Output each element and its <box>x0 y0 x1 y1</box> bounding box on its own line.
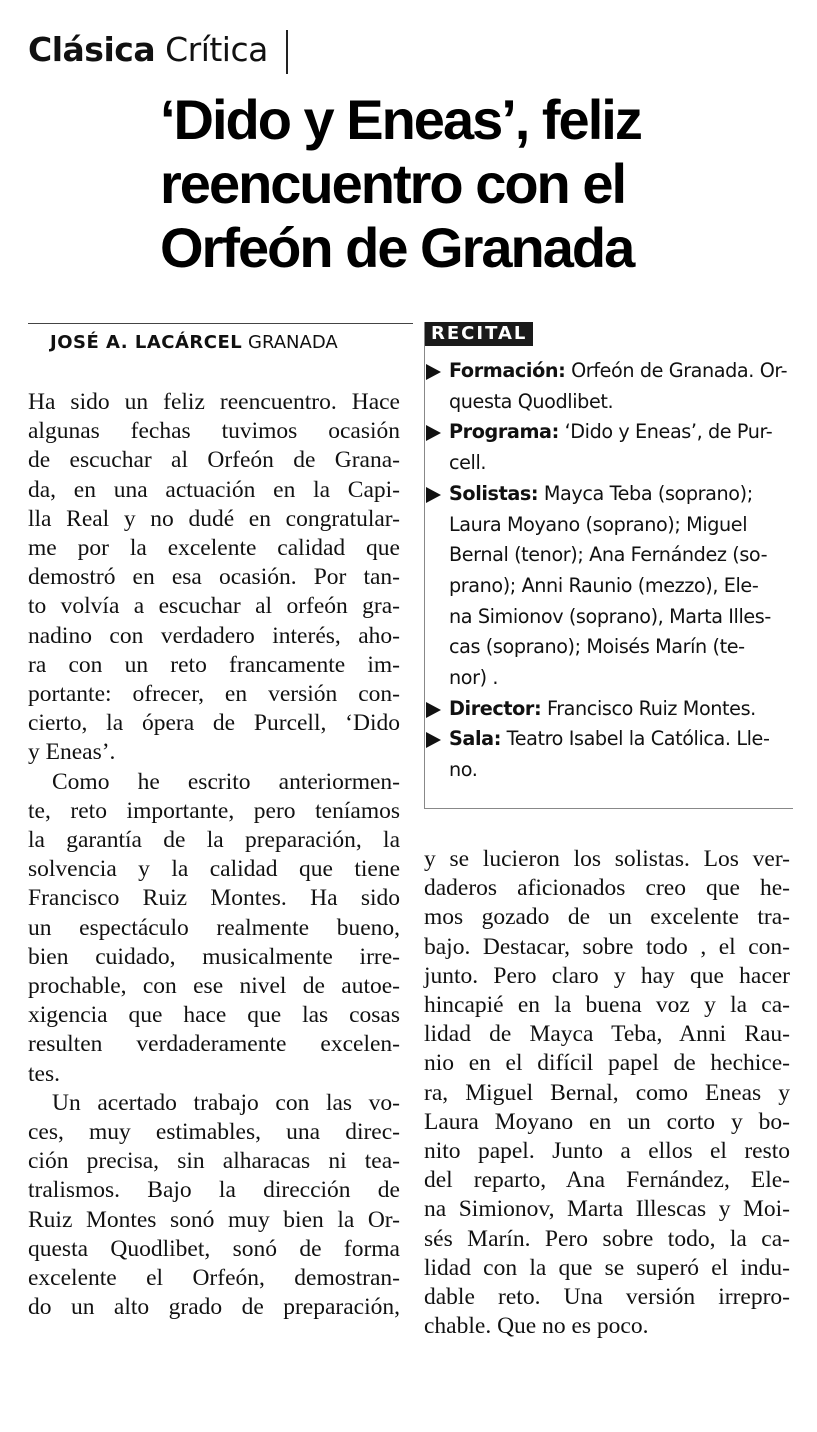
article-line: resulten verdaderamente excelen- <box>28 1031 400 1058</box>
article-line: un espectáculo realmente bueno, <box>28 914 400 941</box>
fact-line <box>424 694 787 725</box>
article-line: tes. <box>28 1060 60 1087</box>
fact-list <box>424 356 787 786</box>
fact-value: no. <box>449 758 478 782</box>
fact-line <box>424 417 787 448</box>
article-line: y se lucieron los solistas. Los ver- <box>424 846 790 872</box>
byline-author: JOSÉ A. LACÁRCEL <box>50 332 243 353</box>
article-column-right <box>424 845 790 1341</box>
article-line: mos gozado de un excelente tra- <box>424 904 790 931</box>
fact-key: Solistas: <box>449 481 539 505</box>
fact-line <box>424 448 787 479</box>
fact-value: Mayca Teba (soprano); <box>538 481 753 505</box>
byline <box>50 330 338 356</box>
article-line: ces, muy estimables, una direc- <box>28 1119 400 1146</box>
subsection-name: Crítica <box>165 30 268 69</box>
article-line: prochable, con ese nivel de autoe- <box>28 973 400 1000</box>
fact-line <box>424 632 787 663</box>
article-line: del reparto, Ana Fernández, Ele- <box>424 1167 790 1194</box>
article-line: de escuchar al Orfeón de Grana- <box>28 447 400 474</box>
article-line: Francisco Ruiz Montes. Ha sido <box>28 885 400 912</box>
article-line: portante: ofrecer, en versión con- <box>28 681 400 708</box>
article-line: solvencia y la calidad que tiene <box>28 856 400 883</box>
article-line: lla Real y no dudé en congratular- <box>28 505 400 532</box>
article-line: me por la excelente calidad que <box>28 535 400 562</box>
fact-key: Programa: <box>449 420 559 444</box>
fact-value: na Simionov (soprano), Marta Illes- <box>449 604 771 628</box>
fact-line <box>424 663 787 694</box>
article-line: Ha sido un feliz reencuentro. Hace <box>28 389 400 415</box>
article-line: te, reto importante, pero teníamos <box>28 797 400 824</box>
arrow-bullet-icon <box>426 702 441 718</box>
fact-value: Orfeón de Granada. Or- <box>565 359 788 382</box>
fact-line <box>424 510 787 541</box>
article-line: nito papel. Junto a ellos el resto <box>424 1138 790 1165</box>
article-line: ra, Miguel Bernal, como Eneas y <box>424 1079 790 1106</box>
article-line: na Simionov, Marta Illescas y Moi- <box>424 1196 790 1223</box>
article-line: hincapié en la buena voz y la ca- <box>424 992 790 1019</box>
article-line: la garantía de la preparación, la <box>28 827 400 854</box>
fact-value: Laura Moyano (soprano); Miguel <box>449 512 748 536</box>
article-line: tralismos. Bajo la dirección de <box>28 1177 400 1204</box>
article-line: to volvía a escuchar al orfeón gra- <box>28 593 400 620</box>
article-line: ra con un reto francamente im- <box>28 651 400 678</box>
article-line: cierto, la ópera de Purcell, ‘Dido <box>28 710 400 737</box>
byline-rule <box>28 323 413 324</box>
arrow-bullet-icon <box>426 364 441 380</box>
article-line: lidad con la que se superó el indu- <box>424 1254 790 1281</box>
fact-value: prano); Anni Raunio (mezzo), Ele- <box>449 573 759 597</box>
fact-value: cas (soprano); Moisés Marín (te- <box>449 635 745 659</box>
section-label <box>28 28 268 72</box>
article-line: junto. Pero claro y hay que hacer <box>424 962 790 989</box>
article-line: do un alto grado de preparación, <box>28 1294 400 1321</box>
article-line: nio en el difícil papel de hechice- <box>424 1050 790 1077</box>
article-line: Laura Moyano en un corto y bo- <box>424 1108 790 1135</box>
article-line: daderos aficionados creo que he- <box>424 875 790 902</box>
article-line: demostró en esa ocasión. Por tan- <box>28 564 400 591</box>
fact-value: nor) . <box>449 666 499 690</box>
fact-value: Bernal (tenor); Ana Fernández (so- <box>449 543 768 567</box>
fact-value: cell. <box>449 451 487 475</box>
article-line: nadino con verdadero interés, aho- <box>28 622 400 649</box>
article-line: lidad de Mayca Teba, Anni Rau- <box>424 1021 790 1048</box>
section-divider <box>286 30 288 74</box>
fact-key: Director: <box>449 696 542 720</box>
article-line: sés Marín. Pero sobre todo, la ca- <box>424 1225 790 1252</box>
article-line: bajo. Destacar, sobre todo , el con- <box>424 933 790 960</box>
arrow-bullet-icon <box>426 732 441 748</box>
fact-line <box>424 479 787 510</box>
article-line: xigencia que hace que las cosas <box>28 1002 400 1029</box>
arrow-bullet-icon <box>426 425 441 441</box>
article-line: Como he escrito anteriormen- <box>52 768 400 795</box>
fact-value: questa Quodlibet. <box>449 389 614 413</box>
fact-key: Sala: <box>449 727 501 751</box>
article-line: bien cuidado, musicalmente irre- <box>28 943 400 970</box>
fact-line <box>424 724 787 755</box>
article-line: Un acertado trabajo con las vo- <box>52 1089 400 1116</box>
article-line: questa Quodlibet, sonó de forma <box>28 1235 400 1262</box>
fact-line <box>424 387 787 418</box>
fact-value: ‘Dido y Eneas’, de Pur- <box>558 420 773 444</box>
recital-badge: RECITAL <box>425 322 533 346</box>
article-line: ción precisa, sin alharacas ni tea- <box>28 1148 400 1175</box>
article-column-left <box>28 388 400 1323</box>
fact-line <box>424 571 787 602</box>
fact-line <box>424 755 787 786</box>
article-line: da, en una actuación en la Capi- <box>28 476 400 503</box>
fact-key: Formación: <box>449 359 566 382</box>
article-line: excelente el Orfeón, demostran- <box>28 1265 400 1292</box>
section-name: Clásica <box>28 30 156 69</box>
article-line: chable. Que no es poco. <box>424 1313 649 1340</box>
article-line: y Eneas’. <box>28 739 116 766</box>
fact-line <box>424 356 787 387</box>
headline: ‘Dido y Eneas’, feliz reencuentro con el Orfeón de Granada <box>160 88 641 279</box>
fact-value: Teatro Isabel la Católica. Lle- <box>500 727 770 751</box>
fact-value: Francisco Ruiz Montes. <box>541 696 756 720</box>
fact-line <box>424 540 787 571</box>
byline-city: GRANADA <box>248 332 338 353</box>
article-line: dable reto. Una versión irrepro- <box>424 1284 790 1311</box>
arrow-bullet-icon <box>426 487 441 503</box>
article-line: Ruiz Montes sonó muy bien la Or- <box>28 1206 400 1233</box>
fact-line <box>424 602 787 633</box>
article-line: algunas fechas tuvimos ocasión <box>28 418 400 445</box>
